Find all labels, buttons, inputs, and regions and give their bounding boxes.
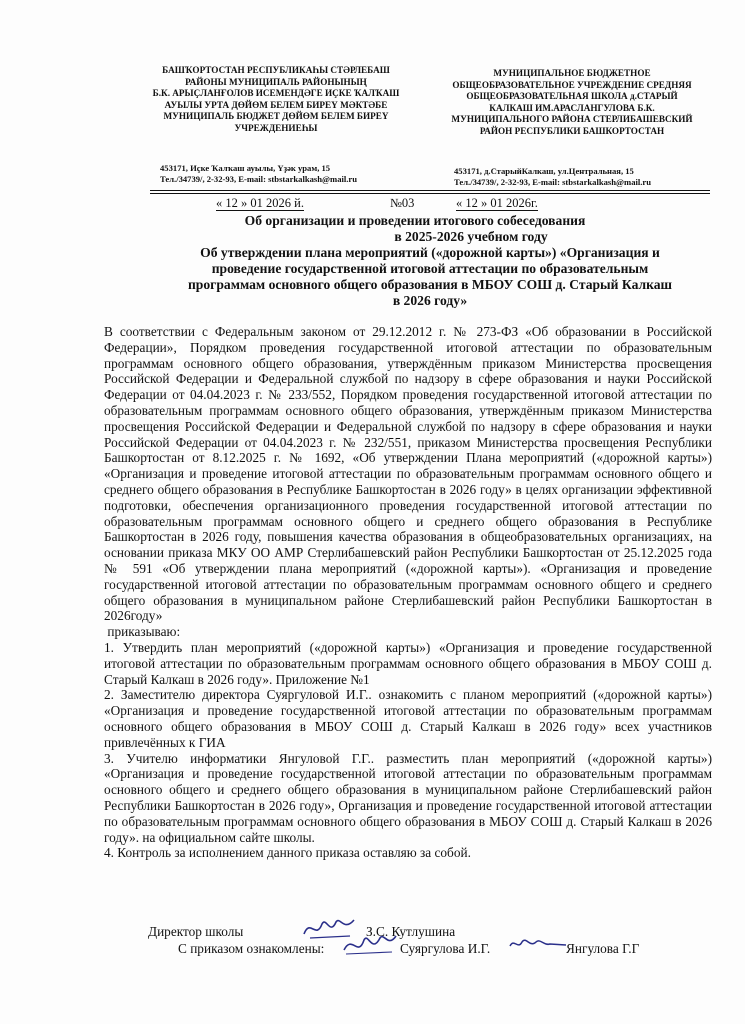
header-divider-bottom bbox=[150, 193, 710, 194]
address-left-line: 453171, Иҫке Ҡалҡаш ауылы, Үҙәк урам, 15 bbox=[160, 163, 331, 173]
title-line: Об организации и проведении итогового собеседования bbox=[244, 213, 586, 228]
title-line: Об утверждении плана мероприятий («дорожной карты») «Организация и bbox=[200, 245, 660, 260]
signatory-2-name: Янгулова Г.Г bbox=[566, 941, 640, 956]
acquainted-label: С приказом ознакомлены: bbox=[178, 941, 325, 956]
title-line: в 2026 году» bbox=[392, 293, 468, 308]
header-left-line: Б.К. АРЫҪЛАНҒОЛОВ ИСЕМЕНДӘГЕ ИҪКЕ ҠАЛҠАШ bbox=[152, 88, 400, 99]
preamble-paragraph bbox=[104, 324, 712, 624]
preamble-text: В соответствии с Федеральным законом от 29.12.2012 г. № 273-ФЗ «Об образовании в Российской Федерации», Порядком проведения государственной итоговой аттестации по образовательным программам основного общего образования, утверждённым приказом Министерства просвещения Российской Федерации и Федеральной службой по надзору в сфере образования и науки Российской Федерации от 04.04.2023 г. № 233/552, Порядком проведения государственной итоговой аттестации по образовательным программам основного общего образования, утверждённым приказом Министерства просвещения Российской Федерации и Федеральной службой по надзору в сфере образования и науки Российской Федерации от 04.04.2023 г. № 232/551, приказом Министерства просвещения Республики Башкортостан от 8.12.2025 г. № 1692, «Об утверждении Плана мероприятий («дорожной карты») «Организация и проведение итоговой аттестации по образовательным программам основного общего и среднего общего образования в Республике Башкортостан в 2026 году» в целях организации эффективной подготовки, обеспечения организационного проведения государственной итоговой аттестации по образовательным программам основного общего и среднего общего образования в Республике Башкортостан в 2026 году, повышения качества образования в общеобразовательных организациях, на основании приказа МКУ ОО АМР Стерлибашевский район Республики Башкортостан от 25.12.2025 года № 591 «Об утверждении плана мероприятий («дорожной карты»). «Организация и проведение государственной итоговой аттестации по образовательным программам основного общего и среднего общего образования в муниципальном районе Стерлибашевский район Республики Башкортостан в 2026году» bbox=[104, 324, 712, 624]
date-right: « 12 » 01 2026г. bbox=[456, 196, 538, 210]
header-left-line: АУЫЛЫ УРТА ДӨЙӨМ БЕЛЕМ БИРЕҮ МӘКТӘБЕ bbox=[164, 99, 388, 110]
order-item-2: 2. Заместителю директора Суяргуловой И.Г.. ознакомить с планом мероприятий («дорожной карты») «Организация и проведение государственной итоговой аттестации по образовательным программам основного общего образования в МБОУ СОШ д. Старый Калкаш в 2026 году» всех участников привлечённых к ГИА bbox=[104, 687, 712, 750]
header-divider-top bbox=[150, 190, 710, 191]
header-right-line: КАЛКАШ ИМ.АРАСЛАНГУЛОВА Б.К. bbox=[489, 102, 655, 113]
title-line: в 2025-2026 учебном году bbox=[394, 229, 548, 244]
document-number: №03 bbox=[390, 196, 415, 210]
header-left-line: БАШҠОРТОСТАН РЕСПУБЛИКАҺЫ СТӘРЛЕБАШ bbox=[162, 65, 390, 75]
date-left: « 12 » 01 2026 й. bbox=[216, 196, 304, 210]
header-right-line: МУНИЦИПАЛЬНОЕ БЮДЖЕТНОЕ bbox=[493, 68, 651, 78]
order-item-3: 3. Учителю информатики Янгуловой Г.Г.. разместить план мероприятий («дорожной карты») «Организация и проведение государственной итоговой аттестации по образовательным программам основного общего и среднего общего образования в муниципальном районе Стерлибашевский район Республики Башкортостан в 2026 году», Организация и проведение государственной итоговой аттестации по образовательным программам основного общего образования в МБОУ СОШ д. Старый Калкаш в 2026 году». на официальном сайте школы. bbox=[104, 750, 712, 845]
header-right-russian bbox=[438, 68, 706, 138]
header-left-line: МУНИЦИПАЛЬ БЮДЖЕТ ДӨЙӨМ БЕЛЕМ БИРЕҮ bbox=[163, 111, 389, 122]
header-left-line: УЧРЕЖДЕНИЕҺЫ bbox=[234, 122, 318, 133]
signature-1-icon bbox=[340, 932, 400, 960]
contact-right-line: Тел./34739/, 2-32-93, E-mail: stbstarkalkash@mail.ru bbox=[454, 177, 652, 187]
header-left-line: РАЙОНЫ МУНИЦИПАЛЬ РАЙОНЫНЫҢ bbox=[185, 76, 367, 87]
signatory-1-name: Суяргулова И.Г. bbox=[400, 941, 491, 956]
order-word: приказываю: bbox=[104, 624, 181, 640]
address-right-line: 453171, д.СтарыйКалкаш, ул.Центральная, 15 bbox=[454, 166, 634, 176]
address-left bbox=[160, 163, 357, 185]
director-label: Директор школы bbox=[148, 924, 244, 939]
address-right bbox=[454, 166, 651, 188]
title-line: программам основного общего образования в МБОУ СОШ д. Старый Калкаш bbox=[187, 277, 673, 292]
header-right-line: ОБЩЕОБРАЗОВАТЕЛЬНАЯ ШКОЛА д.СТАРЫЙ bbox=[466, 91, 678, 102]
order-item-1: 1. Утвердить план мероприятий («дорожной карты») «Организация и проведение государственной итоговой аттестации по образовательным программам основного общего образования в МБОУ СОШ д. Старый Калкаш в 2026 году». Приложение №1 bbox=[104, 639, 712, 687]
order-item-4: 4. Контроль за исполнением данного приказа оставляю за собой. bbox=[104, 845, 471, 861]
document-body bbox=[104, 324, 712, 861]
contact-left-line: Тел./34739/, 2-32-93, E-mail: stbstarkalkash@mail.ru bbox=[160, 174, 358, 184]
header-left-bashkir bbox=[142, 65, 410, 135]
document-title bbox=[110, 213, 710, 309]
title-line: проведение государственной итоговой аттестации по образовательным bbox=[211, 261, 649, 276]
director-name: З.С. Кутлушина bbox=[366, 924, 456, 939]
header-right-line: ОБЩЕОБРАЗОВАТЕЛЬНОЕ УЧРЕЖДЕНИЕ СРЕДНЯЯ bbox=[452, 79, 692, 90]
header-right-line: РАЙОН РЕСПУБЛИКИ БАШКОРТОСТАН bbox=[479, 125, 665, 136]
header-right-line: МУНИЦИПАЛЬНОГО РАЙОНА СТЕРЛИБАШЕВСКИЙ bbox=[451, 114, 693, 125]
signature-2-icon bbox=[506, 934, 570, 956]
